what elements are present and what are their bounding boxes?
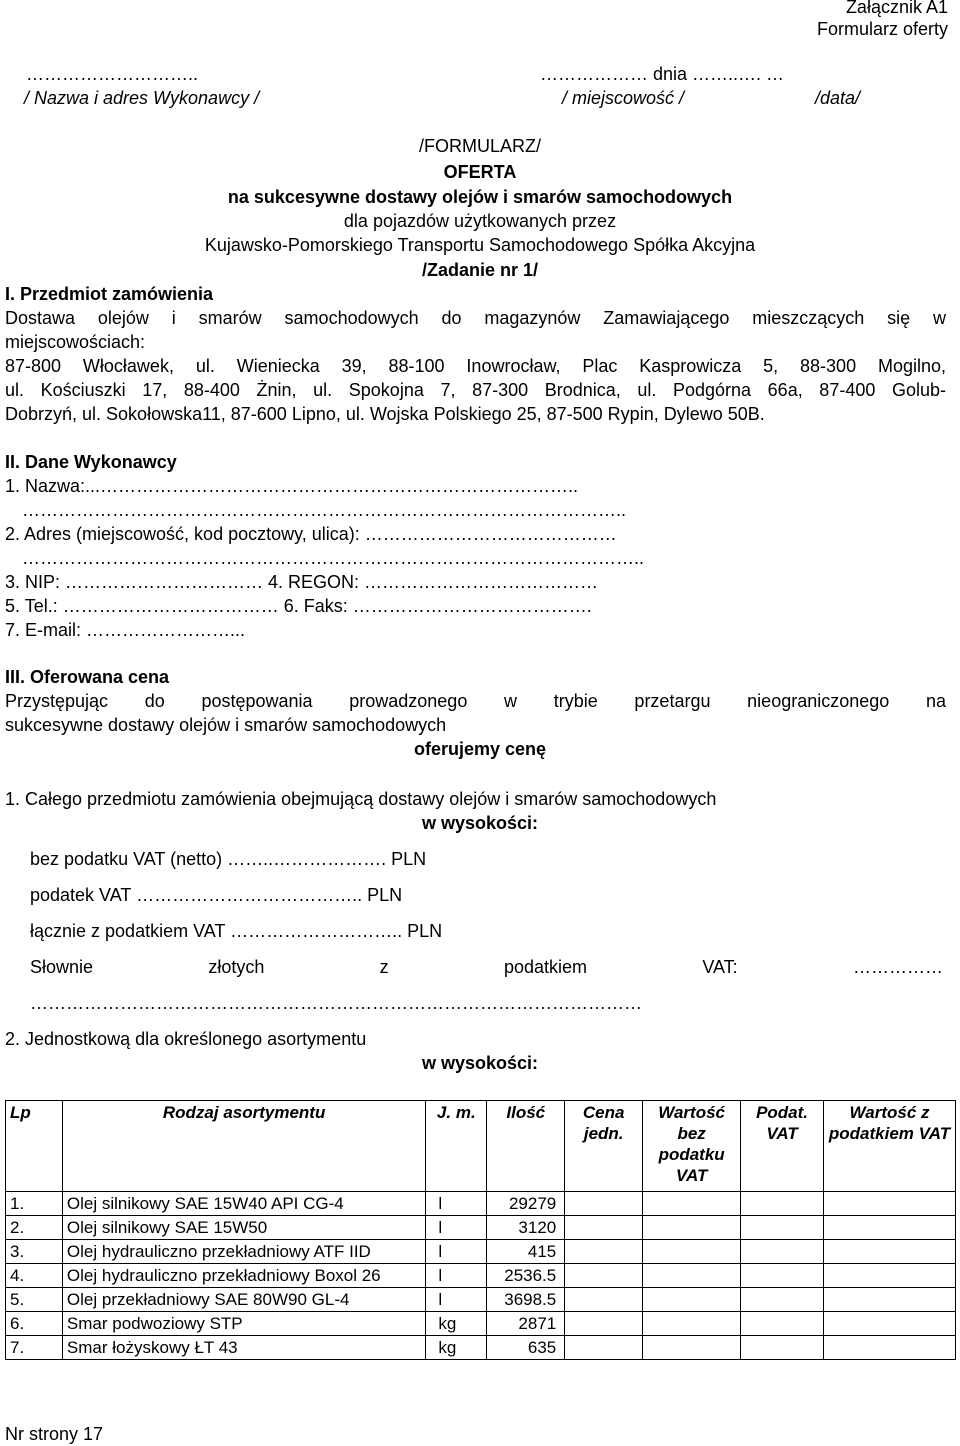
contractor-dots: ……………………….. bbox=[26, 64, 199, 84]
field-tel-fax[interactable]: 5. Tel.: ……………………………… 6. Faks: …………………………………. bbox=[5, 596, 592, 616]
cell-unit: kg bbox=[426, 1312, 487, 1336]
cell-unit-price[interactable] bbox=[565, 1192, 643, 1216]
col-header-unit: J. m. bbox=[426, 1101, 487, 1192]
cell-assortment: Olej hydrauliczno przekładniowy ATF IID bbox=[62, 1240, 425, 1264]
section1-line4: ul. Kościuszki 17, 88-400 Żnin, ul. Spokojna 7, 87-300 Brodnica, ul. Podgórna 66a, 87-400 Golub- bbox=[5, 380, 946, 400]
cell-lp: 7. bbox=[6, 1336, 63, 1360]
cell-assortment: Smar podwoziowy STP bbox=[62, 1312, 425, 1336]
cell-gross-value[interactable] bbox=[824, 1240, 956, 1264]
cell-vat[interactable] bbox=[741, 1312, 824, 1336]
cell-net-value[interactable] bbox=[643, 1192, 741, 1216]
cell-quantity: 415 bbox=[487, 1240, 565, 1264]
section1-line2: miejscowościach: bbox=[5, 332, 146, 352]
field-email[interactable]: 7. E-mail: ……………………... bbox=[5, 620, 246, 640]
cell-unit-price[interactable] bbox=[565, 1336, 643, 1360]
field-address-cont[interactable]: ………………………………………………………………………………………….. bbox=[22, 548, 645, 568]
section1-line1: Dostawa olejów i smarów samochodowych do magazynów Zamawiającego mieszczących się w bbox=[5, 308, 946, 328]
table-header-row bbox=[6, 1101, 956, 1192]
col-header-net-value: Wartość bez podatku VAT bbox=[643, 1101, 741, 1192]
cell-lp: 4. bbox=[6, 1264, 63, 1288]
attachment-label: Załącznik A1 bbox=[845, 0, 948, 17]
cell-quantity: 29279 bbox=[487, 1192, 565, 1216]
price-item1-amount bbox=[0, 812, 960, 834]
cell-vat[interactable] bbox=[741, 1216, 824, 1240]
section1-line5: Dobrzyń, ul. Sokołowska11, 87-600 Lipno, ul. Wojska Polskiego 25, 87-500 Rypin, Dylewo 50B. bbox=[5, 404, 765, 424]
col-header-lp: Lp bbox=[6, 1101, 63, 1192]
cell-unit-price[interactable] bbox=[565, 1240, 643, 1264]
table-row bbox=[6, 1264, 956, 1288]
contractor-name-label: / Nazwa i adres Wykonawcy / bbox=[24, 88, 260, 108]
cell-assortment: Olej silnikowy SAE 15W40 API CG-4 bbox=[62, 1192, 425, 1216]
cell-lp: 2. bbox=[6, 1216, 63, 1240]
amount-label: w wysokości: bbox=[421, 813, 539, 833]
offer-price-label: oferujemy cenę bbox=[413, 739, 547, 759]
cell-quantity: 635 bbox=[487, 1336, 565, 1360]
cell-gross-value[interactable] bbox=[824, 1192, 956, 1216]
section3-line2: sukcesywne dostawy olejów i smarów samochodowych bbox=[5, 715, 447, 735]
cell-unit-price[interactable] bbox=[565, 1216, 643, 1240]
col-header-vat: Podat. VAT bbox=[741, 1101, 824, 1192]
price-vat[interactable]: podatek VAT ……………………………….. PLN bbox=[30, 885, 403, 905]
offer-heading: OFERTA bbox=[443, 162, 517, 182]
col-header-assortment: Rodzaj asortymentu bbox=[62, 1101, 425, 1192]
cell-unit-price[interactable] bbox=[565, 1288, 643, 1312]
cell-net-value[interactable] bbox=[643, 1312, 741, 1336]
cell-unit: l bbox=[426, 1288, 487, 1312]
price-item1-label: 1. Całego przedmiotu zamówienia obejmującą dostawy olejów i smarów samochodowych bbox=[5, 789, 717, 809]
cell-unit: kg bbox=[426, 1336, 487, 1360]
cell-unit-price[interactable] bbox=[565, 1264, 643, 1288]
place-label: / miejscowość / bbox=[562, 88, 685, 108]
task-number: /Zadanie nr 1/ bbox=[421, 260, 539, 280]
cell-gross-value[interactable] bbox=[824, 1288, 956, 1312]
price-net[interactable]: bez podatku VAT (netto) ……..………………. PLN bbox=[30, 849, 427, 869]
price-words-cont[interactable]: ………………………………………………………………………………………… bbox=[30, 993, 642, 1013]
cell-quantity: 3698.5 bbox=[487, 1288, 565, 1312]
section3-heading: III. Oferowana cena bbox=[5, 667, 170, 687]
price-words[interactable]: Słownie złotych z podatkiem VAT: …………… bbox=[30, 957, 943, 977]
cell-unit: l bbox=[426, 1192, 487, 1216]
price-gross[interactable]: łącznie z podatkiem VAT ……………………….. PLN bbox=[30, 921, 443, 941]
cell-gross-value[interactable] bbox=[824, 1216, 956, 1240]
cell-vat[interactable] bbox=[741, 1336, 824, 1360]
cell-quantity: 2536.5 bbox=[487, 1264, 565, 1288]
cell-net-value[interactable] bbox=[643, 1216, 741, 1240]
offer-subject: na sukcesywne dostawy olejów i smarów samochodowych bbox=[227, 187, 733, 207]
cell-vat[interactable] bbox=[741, 1192, 824, 1216]
cell-unit: l bbox=[426, 1216, 487, 1240]
cell-net-value[interactable] bbox=[643, 1288, 741, 1312]
col-header-unit-price: Cena jedn. bbox=[565, 1101, 643, 1192]
section3-line1: Przystępując do postępowania prowadzonego w trybie przetargu nieograniczonego na bbox=[5, 691, 946, 711]
date-label: /data/ bbox=[815, 88, 861, 108]
cell-assortment: Olej silnikowy SAE 15W50 bbox=[62, 1216, 425, 1240]
cell-lp: 6. bbox=[6, 1312, 63, 1336]
offer-vehicles: dla pojazdów użytkowanych przez bbox=[343, 211, 617, 231]
cell-lp: 3. bbox=[6, 1240, 63, 1264]
cell-quantity: 2871 bbox=[487, 1312, 565, 1336]
cell-gross-value[interactable] bbox=[824, 1264, 956, 1288]
cell-assortment: Olej hydrauliczno przekładniowy Boxol 26 bbox=[62, 1264, 425, 1288]
table-row bbox=[6, 1336, 956, 1360]
cell-vat[interactable] bbox=[741, 1240, 824, 1264]
section2-heading: II. Dane Wykonawcy bbox=[5, 452, 177, 472]
section1-line3: 87-800 Włocławek, ul. Wieniecka 39, 88-100 Inowrocław, Plac Kasprowicza 5, 88-300 Mogilno, bbox=[5, 356, 946, 376]
cell-vat[interactable] bbox=[741, 1288, 824, 1312]
table-row bbox=[6, 1240, 956, 1264]
form-caption: /FORMULARZ/ bbox=[418, 136, 541, 156]
cell-unit-price[interactable] bbox=[565, 1312, 643, 1336]
cell-unit: l bbox=[426, 1240, 487, 1264]
table-row bbox=[6, 1312, 956, 1336]
cell-lp: 5. bbox=[6, 1288, 63, 1312]
form-name: Formularz oferty bbox=[816, 19, 948, 39]
field-name[interactable]: 1. Nazwa:...…………………………………………………………………….. bbox=[5, 476, 579, 496]
col-header-gross-value: Wartość z podatkiem VAT bbox=[824, 1101, 956, 1192]
field-address[interactable]: 2. Adres (miejscowość, kod pocztowy, ulica): …………………………………… bbox=[5, 524, 617, 544]
company-name: Kujawsko-Pomorskiego Transportu Samochodowego Spółka Akcyjna bbox=[204, 235, 756, 255]
cell-gross-value[interactable] bbox=[824, 1312, 956, 1336]
col-header-quantity: Ilość bbox=[487, 1101, 565, 1192]
price-item2-amount: w wysokości: bbox=[421, 1053, 539, 1073]
cell-gross-value[interactable] bbox=[824, 1336, 956, 1360]
field-nip-regon[interactable]: 3. NIP: …………………………… 4. REGON: ………………………………… bbox=[5, 572, 599, 592]
table-row bbox=[6, 1288, 956, 1312]
cell-quantity: 3120 bbox=[487, 1216, 565, 1240]
page-number: Nr strony 17 bbox=[5, 1424, 104, 1444]
table-row bbox=[6, 1216, 956, 1240]
price-item2-label: 2. Jednostkową dla określonego asortymentu bbox=[5, 1029, 367, 1049]
table-row bbox=[6, 1192, 956, 1216]
cell-lp: 1. bbox=[6, 1192, 63, 1216]
section1-heading: I. Przedmiot zamówienia bbox=[5, 284, 214, 304]
place-date-dots: ……………… dnia ……..…. … bbox=[540, 64, 785, 84]
cell-assortment: Smar łożyskowy ŁT 43 bbox=[62, 1336, 425, 1360]
cell-vat[interactable] bbox=[741, 1264, 824, 1288]
cell-assortment: Olej przekładniowy SAE 80W90 GL-4 bbox=[62, 1288, 425, 1312]
assortment-table bbox=[5, 1100, 956, 1360]
cell-net-value[interactable] bbox=[643, 1240, 741, 1264]
cell-net-value[interactable] bbox=[643, 1336, 741, 1360]
field-name-cont[interactable]: ……………………………………………………………………………………….. bbox=[22, 500, 627, 520]
cell-net-value[interactable] bbox=[643, 1264, 741, 1288]
cell-unit: l bbox=[426, 1264, 487, 1288]
